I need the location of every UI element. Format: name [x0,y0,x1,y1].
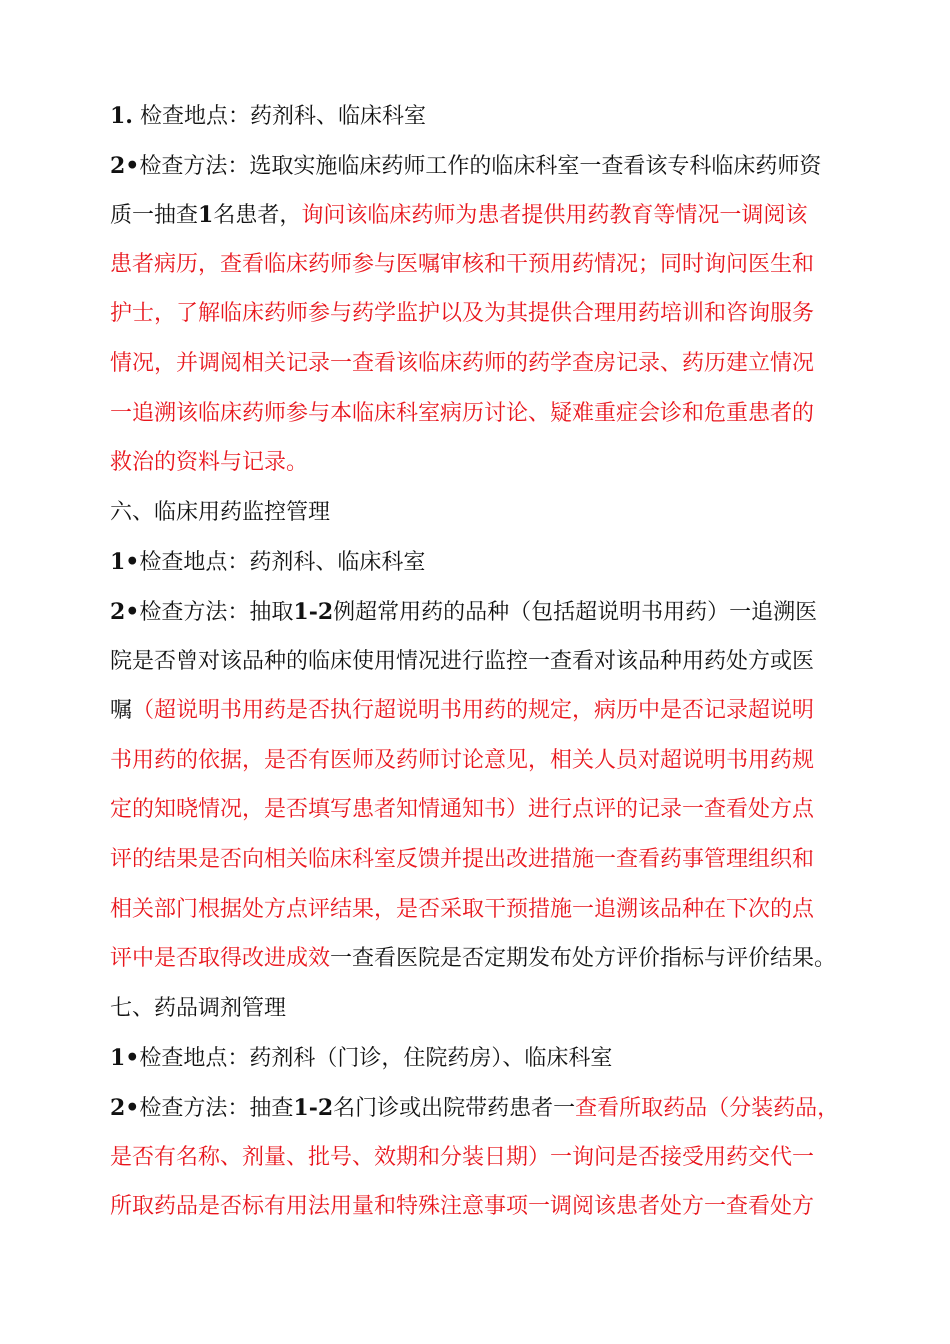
body-text: 1• [110,1045,140,1072]
highlighted-text: 一追溯该临床药师参与本临床科室病历讨论、疑难重症会诊和危重患者的 [110,400,815,426]
text-line [110,546,850,578]
highlighted-text: 是否有名称、剂量、批号、效期和分装日期）一询问是否接受用药交代一 [110,1144,815,1170]
text-line [110,844,850,876]
text-line [110,249,850,281]
highlighted-text: 评中是否取得改进成效 [110,946,331,972]
text-line [110,745,850,777]
text-line [110,1042,850,1074]
body-text: 检查地点：药剂科、临床科室 [139,550,426,576]
text-line [110,646,850,678]
text-line [110,497,850,529]
body-text: 检查地点：药剂科、临床科室 [132,104,426,129]
highlighted-text: 救治的资料与记录。 [110,450,309,476]
highlighted-text: 查看所取药品（分装药品， [575,1096,840,1121]
body-text: 七、药品调剂管理 [110,995,287,1021]
body-text: 1 [198,202,214,229]
text-line [110,298,850,330]
body-text: 例超常用药的品种（包括超说明书用药）一追溯医 [333,600,818,625]
body-text: 检查地点：药剂科（门诊，住院药房）、临床科室 [139,1046,613,1072]
text-line [110,943,850,975]
highlighted-text: （超说明书用药是否执行超说明书用药的规定，病历中是否记录超说明 [132,698,815,724]
body-text: 1• [110,549,140,576]
highlighted-text: 情况，并调阅相关记录一查看该临床药师的药学查房记录、药历建立情况 [110,351,815,376]
text-line [110,894,850,926]
highlighted-text: 护士，了解临床药师参与药学监护以及为其提供合理用药培训和咨询服务 [110,301,815,327]
body-text: 2• [110,599,140,625]
text-line [110,1142,850,1174]
body-text: 2• [110,1095,140,1121]
text-line [110,100,850,132]
body-text: 检查方法：选取实施临床药师工作的临床科室一查看该专科临床药师资 [139,153,822,179]
body-text: 质一抽查 [110,203,199,229]
text-line [110,199,850,231]
body-text: 院是否曾对该品种的临床使用情况进行监控一查看对该品种用药处方或医 [110,648,815,674]
text-line [110,348,850,380]
body-text: 名门诊或出院带药患者一 [333,1096,576,1121]
highlighted-text: 患者病历，查看临床药师参与医嘱审核和干预用药情况；同时询问医生和 [110,251,815,277]
body-text: 1-2 [293,1095,334,1121]
text-line [110,1092,850,1124]
highlighted-text: 定的知晓情况，是否填写患者知情通知书）进行点评的记录一查看处方点 [110,797,815,823]
highlighted-text: 询问该临床药师为患者提供用药教育等情况一调阅该 [301,203,808,229]
highlighted-text: 书用药的依据，是否有医师及药师讨论意见，相关人员对超说明书用药规 [110,747,815,773]
text-line [110,398,850,430]
text-line [110,794,850,826]
body-text: 检查方法：抽查 [139,1096,294,1121]
body-text: 六、临床用药监控管理 [110,499,331,525]
body-text: 一查看医院是否定期发布处方评价指标与评价结果。 [330,946,837,972]
text-line [110,447,850,479]
text-line [110,695,850,727]
highlighted-text: 相关部门根据处方点评结果，是否采取干预措施一追溯该品种在下次的点 [110,896,815,922]
text-line [110,1191,850,1223]
body-text: 1-2 [293,599,334,625]
body-text: 嘱 [110,698,133,724]
highlighted-text: 所取药品是否标有用法用量和特殊注意事项一调阅该患者处方一查看处方 [110,1194,815,1220]
body-text: 1. [110,103,133,129]
body-text: 名患者， [213,203,302,229]
text-line [110,150,850,182]
highlighted-text: 评的结果是否向相关临床科室反馈并提出改进措施一查看药事管理组织和 [110,847,815,872]
text-line [110,596,850,628]
body-text: 检查方法：抽取 [139,600,294,625]
text-line [110,993,850,1025]
body-text: 2• [110,152,140,179]
